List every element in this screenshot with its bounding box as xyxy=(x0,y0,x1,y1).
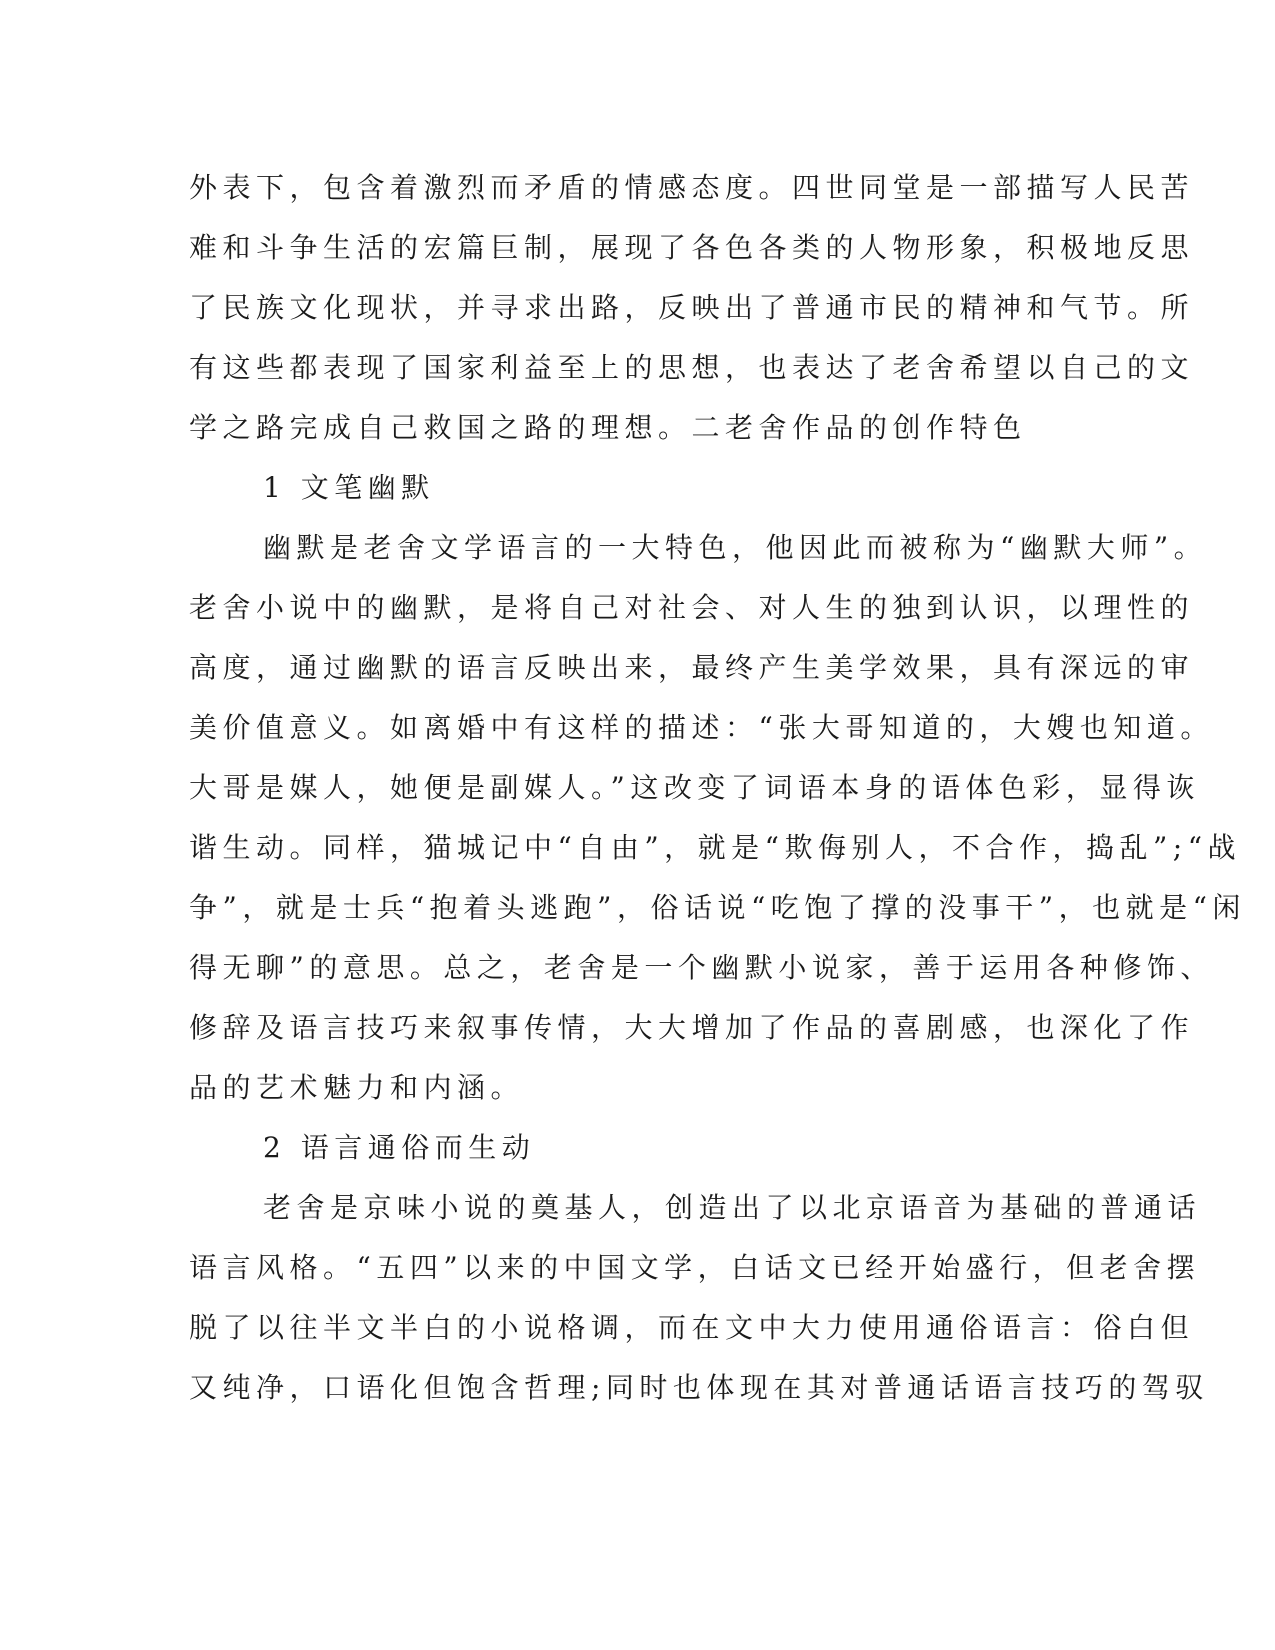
text-line: 难和斗争生活的宏篇巨制，展现了各色各类的人物形象，积极地反思 xyxy=(189,231,1195,264)
text-line: 老舍小说中的幽默，是将自己对社会、对人生的独到认识，以理性的 xyxy=(189,591,1195,624)
text-line: 品的艺术魅力和内涵。 xyxy=(189,1071,525,1104)
text-line: 美价值意义。如离婚中有这样的描述：“张大哥知道的，大嫂也知道。 xyxy=(189,711,1214,744)
text-line: 争”，就是士兵“抱着头逃跑”，俗话说“吃饱了撑的没事干”，也就是“闲 xyxy=(189,891,1246,924)
text-line: 谐生动。同样，猫城记中“自由”，就是“欺侮别人，不合作，捣乱”;“战 xyxy=(189,831,1242,864)
text-line: 了民族文化现状，并寻求出路，反映出了普通市民的精神和气节。所 xyxy=(189,291,1195,324)
text-line: 修辞及语言技巧来叙事传情，大大增加了作品的喜剧感，也深化了作 xyxy=(189,1011,1195,1044)
text-line: 语言风格。“五四”以来的中国文学，白话文已经开始盛行，但老舍摆 xyxy=(189,1251,1201,1284)
text-line: 又纯净，口语化但饱含哲理;同时也体现在其对普通话语言技巧的驾驭 xyxy=(189,1371,1209,1404)
text-line: 外表下，包含着激烈而矛盾的情感态度。四世同堂是一部描写人民苦 xyxy=(189,171,1195,204)
text-line: 大哥是媒人，她便是副媒人。”这改变了词语本身的语体色彩，显得诙 xyxy=(189,771,1200,804)
document-body xyxy=(189,158,1246,1418)
section-heading: 2 语言通俗而生动 xyxy=(263,1131,536,1164)
text-line: 学之路完成自己救国之路的理想。二老舍作品的创作特色 xyxy=(189,411,1027,444)
paragraph-first-line: 老舍是京味小说的奠基人，创造出了以北京语音为基础的普通话 xyxy=(263,1191,1202,1224)
section-heading: 1 文笔幽默 xyxy=(263,471,435,504)
text-line: 脱了以往半文半白的小说格调，而在文中大力使用通俗语言：俗白但 xyxy=(189,1311,1195,1344)
text-line: 高度，通过幽默的语言反映出来，最终产生美学效果，具有深远的审 xyxy=(189,651,1195,684)
paragraph-first-line: 幽默是老舍文学语言的一大特色，他因此而被称为“幽默大师”。 xyxy=(263,531,1208,564)
text-line: 得无聊”的意思。总之，老舍是一个幽默小说家，善于运用各种修饰、 xyxy=(189,951,1214,984)
text-line: 有这些都表现了国家利益至上的思想，也表达了老舍希望以自己的文 xyxy=(189,351,1195,384)
